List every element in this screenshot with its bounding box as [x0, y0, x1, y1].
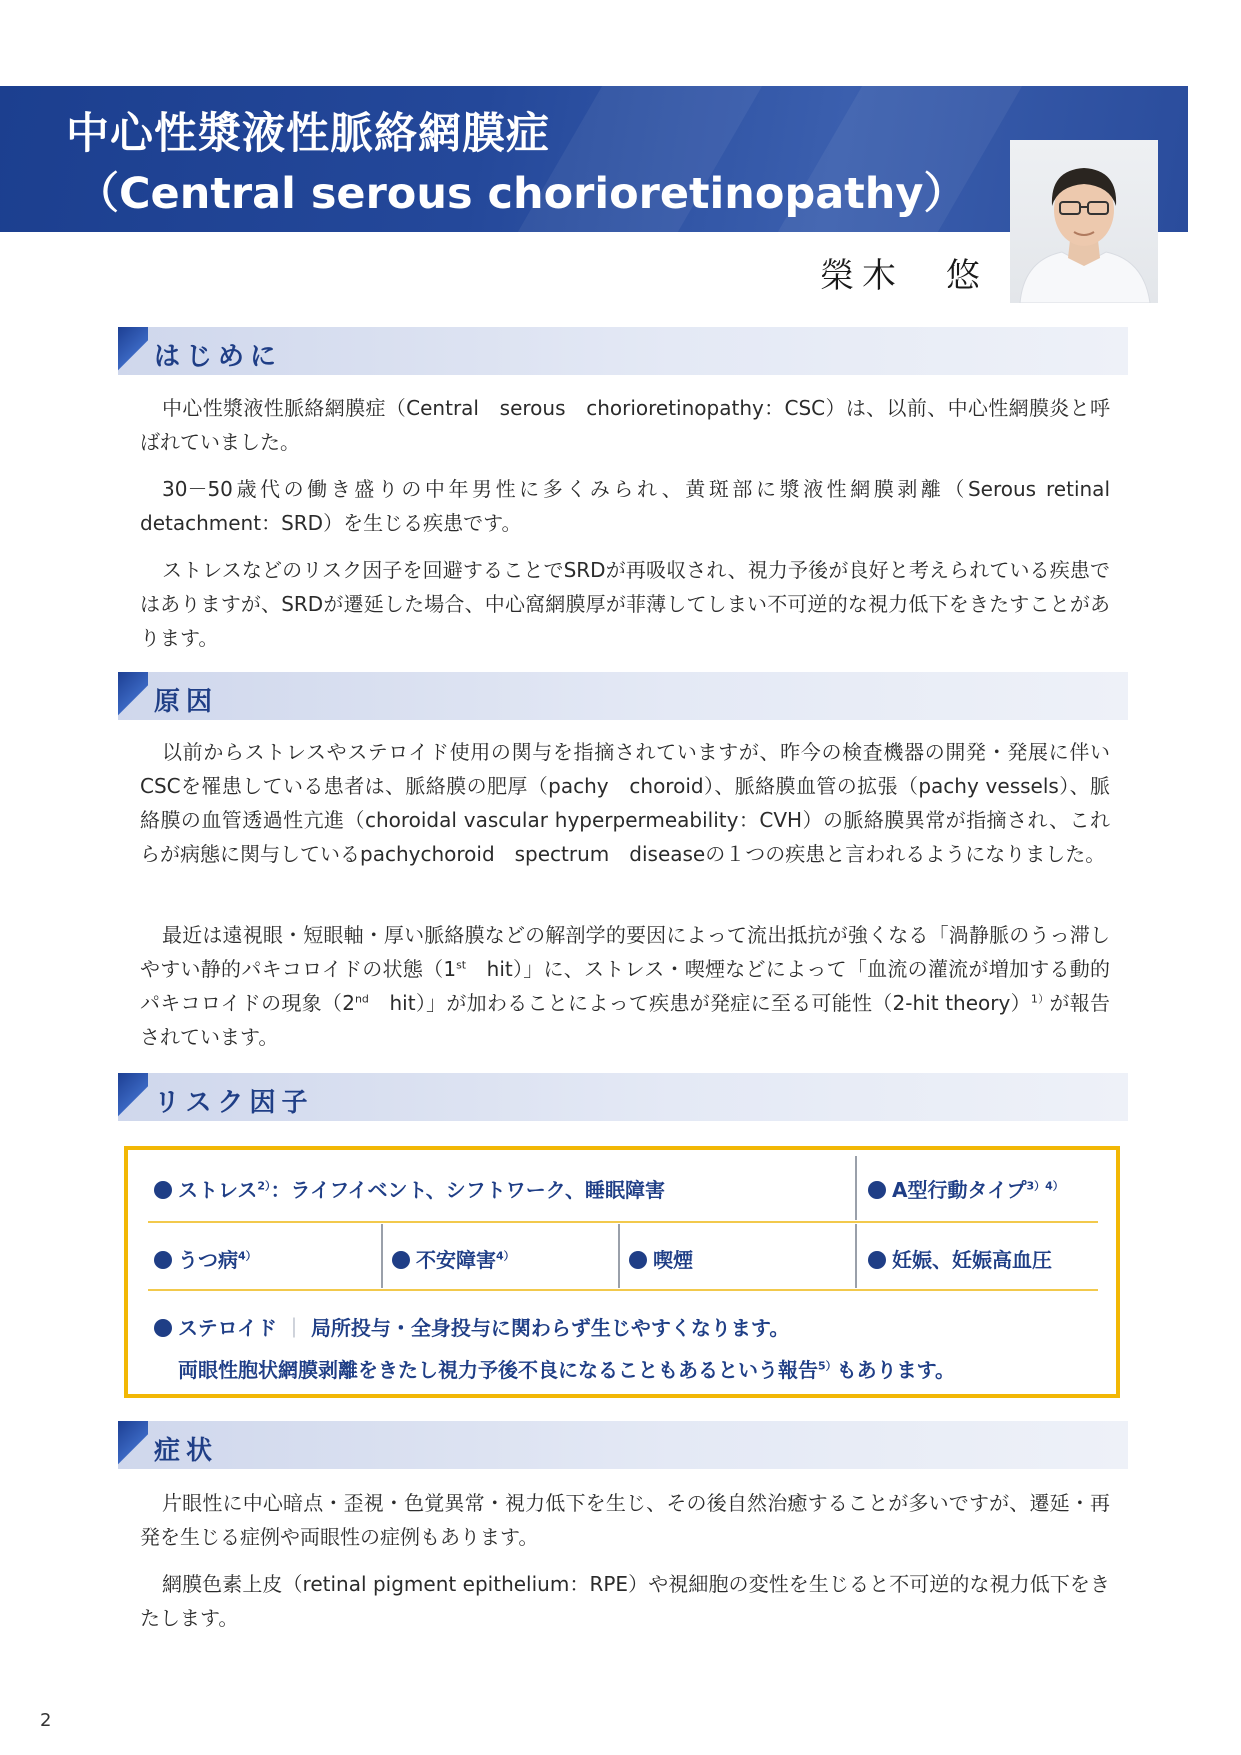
risk-item-depression: うつ病$^{4)}$ [154, 1244, 257, 1273]
risk-item-steroid: ステロイド ｜ 局所投与・全身投与に関わらず生じやすくなります。 [154, 1312, 789, 1341]
author-name: 榮木 悠 [820, 256, 988, 296]
page-number: 2 [40, 1710, 52, 1731]
risk-item-anxiety: 不安障害$^{4)}$ [392, 1244, 515, 1273]
section-heading: リスク因子 [154, 1088, 314, 1118]
section-corner-icon [118, 1073, 148, 1121]
section-heading: 原因 [154, 687, 219, 717]
divider [618, 1224, 620, 1288]
bullet-icon [154, 1251, 172, 1269]
section-corner-icon [118, 327, 148, 375]
cause-paragraph-1: 以前からストレスやステロイド使用の関与を指摘されていますが、昨今の検査機器の開発・発展に伴いCSCを罹患している患者は、脈絡膜の肥厚（pachy choroid）、脈絡膜血管の拡張（pachy vessels）、脈絡膜の血管透過性亢進（choroidal vascular hyperpermeability：CVH）の脈絡膜異常が指摘され、これらが病態に関与しているpachychoroid spectrum diseaseの１つの疾患と言われるようになりました。 [140, 740, 1110, 866]
intro-paragraph-1: 中心性漿液性脈絡網膜症（Central serous chorioretinopathy：CSC）は、以前、中心性網膜炎と呼ばれていました。 [140, 396, 1110, 454]
section-header-cause [118, 672, 1128, 720]
section-corner-icon [118, 1421, 148, 1469]
section-header-intro [118, 327, 1128, 375]
bullet-icon [392, 1251, 410, 1269]
risk-item-type-a: A型行動タイプ$^{3)4)}$ [868, 1174, 1064, 1203]
section-heading: 症状 [154, 1436, 219, 1466]
bullet-icon [154, 1181, 172, 1199]
section-header-risk [118, 1073, 1128, 1121]
risk-item-steroid-note: 両眼性胞状網膜剥離をきたし視力予後不良になることもあるという報告$^{5)}$もあります。 [178, 1358, 956, 1382]
divider [381, 1224, 383, 1288]
divider [855, 1156, 857, 1220]
author-photo-illustration [1010, 140, 1158, 303]
bullet-icon [629, 1251, 647, 1269]
divider [855, 1224, 857, 1288]
symptom-paragraph-2: 網膜色素上皮（retinal pigment epithelium：RPE）や視細胞の変性を生じると不可逆的な視力低下をきたします。 [140, 1572, 1110, 1630]
risk-item-stress: ストレス$^{2)}$：ライフイベント、シフトワーク、睡眠障害 [154, 1174, 665, 1203]
risk-factor-box [124, 1146, 1120, 1398]
section-heading: はじめに [154, 342, 283, 372]
page-subtitle: （Central serous chorioretinopathy） [76, 169, 967, 219]
bullet-icon [154, 1319, 172, 1337]
author-photo [1010, 140, 1158, 303]
divider [148, 1221, 1098, 1223]
risk-item-pregnancy: 妊娠、妊娠高血圧 [868, 1244, 1052, 1273]
symptom-paragraph-1: 片眼性に中心暗点・歪視・色覚異常・視力低下を生じ、その後自然治癒することが多いですが、遷延・再発を生じる症例や両眼性の症例もあります。 [140, 1491, 1110, 1549]
intro-paragraph-2: 30－50歳代の働き盛りの中年男性に多くみられ、黄斑部に漿液性網膜剥離（Serous retinal detachment：SRD）を生じる疾患です。 [140, 477, 1110, 535]
bullet-icon [868, 1181, 886, 1199]
section-corner-icon [118, 672, 148, 720]
risk-item-smoking: 喫煙 [629, 1244, 693, 1273]
intro-paragraph-3: ストレスなどのリスク因子を回避することでSRDが再吸収され、視力予後が良好と考えられている疾患ではありますが、SRDが遷延した場合、中心窩網膜厚が菲薄してしまい不可逆的な視力低下をきたすことがあります。 [140, 558, 1110, 650]
divider [148, 1289, 1098, 1291]
bullet-icon [868, 1251, 886, 1269]
cause-paragraph-2: 最近は遠視眼・短眼軸・厚い脈絡膜などの解剖学的要因によって流出抵抗が強くなる「渦静脈のうっ滞しやすい静的パキコロイドの状態（1st hit）」に、ストレス・喫煙などによって「血流の灌流が増加する動的パキコロイドの現象（2nd hit）」が加わることによって疾患が発症に至る可能性（2-hit theory）$^{1)}$が報告されています。 [140, 923, 1111, 1049]
section-header-symptom [118, 1421, 1128, 1469]
page-title: 中心性漿液性脈絡網膜症 [66, 109, 550, 159]
